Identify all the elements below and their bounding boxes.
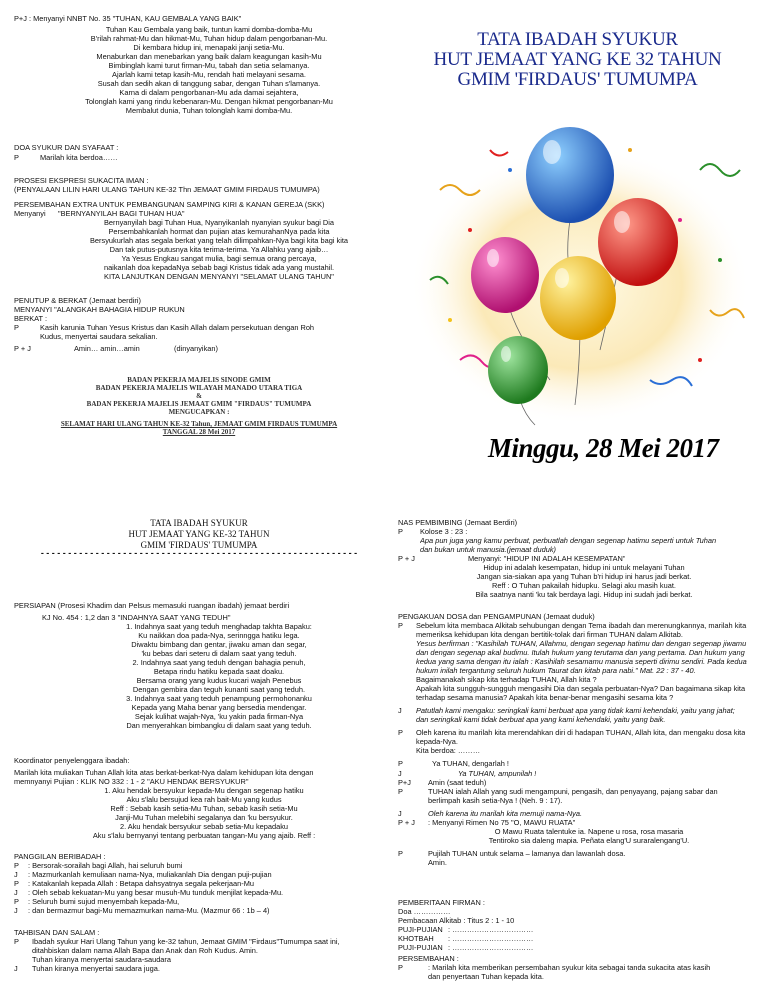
- balloon-pink: [471, 237, 539, 313]
- role-label: J: [14, 870, 18, 880]
- pengakuan-line: memeriksa kehidupan kita dengan bertitik-tolak dari firman TUHAN dalam Alkitab.: [416, 630, 683, 640]
- nas-ref: Kolose 3 : 23 :: [420, 527, 468, 537]
- role-label: P: [14, 323, 19, 333]
- role-label: P: [14, 897, 19, 907]
- pengakuan-line: dan dengan segenap akal budimu. Itulah hukum yang terutama dan yang pertama. Dan hukum yang: [416, 648, 745, 658]
- menyanyi-title: Menyanyi: "HIDUP INI ADALAH KESEMPATAN": [468, 554, 626, 564]
- tahbisan-line: ditahbiskan dalam nama Allah Bapa dan Anak dan Roh Kudus. Amin.: [32, 946, 258, 956]
- hymn-header: P+J : Menyanyi NNBT No. 35 "TUHAN, KAU GEMBALA YANG BAIK": [14, 14, 242, 23]
- klik-verse-line: 1. Aku hendak bersyukur kepada-Mu dengan segenap hatiku: [104, 786, 304, 796]
- pemb-label: PUJI-PUJIAN: [398, 943, 443, 953]
- pengakuan-line: terhadap sesama manusia? Apakah kita benar-benar mengasihi sesama kita ?: [416, 693, 674, 703]
- persembahan-extra-section: [14, 200, 384, 281]
- pemberitaan-section: [398, 898, 758, 981]
- klik-verse-line: 2. Aku hendak bersyukur sebab setia-Mu kepadaku: [119, 822, 289, 832]
- amin-text: Amin… amin…amin: [74, 344, 140, 354]
- pemb-value: : ……………………………: [448, 925, 534, 935]
- role-label: P+J: [398, 777, 411, 787]
- balloons-illustration: [400, 110, 760, 430]
- kj-verses: [14, 622, 384, 730]
- p-line: Amin.: [428, 857, 447, 867]
- persembahan-heading: PERSEMBAHAN EXTRA UNTUK PEMBANGUNAN SAMPING KIRI & KANAN GEREJA (SKK): [14, 200, 325, 209]
- song-line: KITA LANJUTKAN DENGAN MENYANYI "SELAMAT ULANG TAHUN": [104, 272, 334, 282]
- penutup-section: [14, 296, 384, 353]
- p-line: berlimpah kasih setia-Nya ! (Neh. 9 : 17).: [428, 795, 563, 805]
- kj-verse-line: Dan menyerahkan bimbangku di dalam saat yang teduh.: [126, 721, 312, 731]
- role-label: P: [398, 759, 403, 769]
- song-line: Bernyanyilah bagi Tuhan Hua, Nyanyikanlah nyanyian syukur bagi Dia: [103, 218, 335, 228]
- panggilan-text: : dan bermazmur bagi-Mu memazmurkan nama-Mu. (Mazmur 66 : 1b – 4): [28, 906, 270, 916]
- role-label: P: [14, 937, 19, 947]
- mawu-lines: [398, 827, 760, 845]
- role-label: J: [398, 706, 402, 716]
- prosesi-sub: (PENYALAAN LILIN HARI ULANG TAHUN KE-32 Thn JEMAAT GMIM FIRDAUS TUMUMPA): [14, 185, 320, 195]
- hidup-lines: [398, 563, 758, 599]
- kj-verse-line: 1. Indahnya saat yang teduh menghadap takhta Bapaku:: [126, 622, 312, 632]
- role-label: J: [398, 808, 402, 818]
- cover-title-line: GMIM 'FIRDAUS' TUMUMPA: [457, 69, 698, 90]
- p-line: Ya TUHAN, dengarlah !: [432, 759, 509, 769]
- tahbisan-section: [14, 928, 384, 973]
- badan-line: &: [196, 392, 202, 401]
- pengakuan-heading: PENGAKUAN DOSA dan PENGAMPUNAN (Jemaat duduk): [398, 612, 595, 621]
- pj-line: Amin (saat teduh): [428, 777, 487, 787]
- hidup-line: Bila saatnya nanti 'ku tak berdaya lagi. Hidup ini sudah jadi berkat.: [475, 590, 693, 600]
- badan-line: BADAN PEKERJA MAJELIS WILAYAH MANADO UTARA TIGA: [95, 384, 303, 393]
- klik-verse-line: Aku s'lalu bersujud kea rah bait-Mu yang kudus: [126, 795, 282, 805]
- nas-heading: NAS PEMBIMBING (Jemaat Berdiri): [398, 518, 518, 527]
- hidup-line: Jangan sia-siakan apa yang Tuhan b'ri hidup ini harus jadi berkat.: [476, 572, 692, 582]
- hymn-line: Ajarlah kami tetap kasih-Mu, rendah hati melayani sesama.: [112, 70, 306, 80]
- kj-verse-line: Betapa rindu hatiku kepada saat doaku.: [153, 667, 285, 677]
- role-label: P + J: [398, 817, 415, 827]
- hymn-line: Tolonglah kami yang rindu kebenaran-Mu. Dengan hikmat pengorbanan-Mu: [85, 97, 333, 107]
- balloon-green: [488, 336, 548, 404]
- doa-heading: DOA SYUKUR DAN SYAFAAT :: [14, 143, 119, 152]
- berkat-label: BERKAT :: [14, 314, 47, 324]
- menyanyi-title: "BERNYANYILAH BAGI TUHAN HUA": [58, 209, 185, 219]
- persembahan-line: dan penyertaan Tuhan kepada kita.: [428, 972, 544, 982]
- panggilan-text: : Seluruh bumi sujud menyembah kepada-Mu,: [28, 897, 180, 907]
- panggilan-text: : Bersorak-sorailah bagi Allah, hai seluruh bumi: [28, 861, 183, 871]
- hymn-line: Susah dan sedih akan di tanggung sabar, dengan Tuhan s'lamanya.: [97, 79, 321, 89]
- hymn-line: Tuhan Kau Gembala yang baik, tuntun kami domba-domba-Mu: [105, 25, 313, 35]
- cover-date: Minggu, 28 Mei 2017: [488, 433, 719, 463]
- marilah-line: Marilah kita muliakan Tuhan Allah kita atas berkat-berkat-Nya dalam kehidupan kita dengan: [14, 768, 314, 778]
- pemb-value: : ……………………………: [448, 934, 534, 944]
- j-line: Ya TUHAN, ampunilah !: [458, 768, 537, 778]
- pengakuan-line: Apakah kita sungguh-sungguh mengasihi Dia dan segala perbuatan-Nya? Dan bagaimana sikap kita: [416, 684, 746, 694]
- role-label: P: [398, 963, 403, 973]
- kj-verse-line: Sejak kulihat wajah-Nya, 'ku yakin pada firman-Nya: [134, 712, 304, 722]
- nas-section: [398, 518, 758, 599]
- kj-verse-line: Bersama orang yang kudus kucari wajah Penebus: [136, 676, 302, 686]
- role-label: P + J: [398, 554, 415, 564]
- cover-title-line: TATA IBADAH SYUKUR: [477, 30, 678, 50]
- p-line: Kita berdoa: ………: [416, 746, 481, 756]
- pengakuan-line: kedua yang sama dengan itu ialah : Kasihilah sesamamu manusia seperti dirimu sendiri. Pada kedua: [416, 657, 747, 667]
- menyanyi-label: Menyanyi: [14, 209, 46, 219]
- role-label: P + J: [14, 344, 31, 354]
- penutup-menyanyi: MENYANYI "ALANGKAH BAHAGIA HIDUP RUKUN: [14, 305, 185, 315]
- amin-note: (dinyanyikan): [174, 344, 218, 354]
- role-label: P: [398, 728, 403, 738]
- p-line: Pujilah TUHAN untuk selama – lamanya dan lawanlah dosa.: [428, 848, 626, 858]
- selamat-line: SELAMAT HARI ULANG TAHUN KE-32 Tahun, JEMAAT GMIM FIRDAUS TUMUMPA: [60, 420, 338, 429]
- dash-divider: - - - - - - - - - - - - - - - - - - - - - - - - - - - - - - - - - - - - - - - - - - - - - - - - - - - - - - - - - -: [40, 548, 358, 559]
- role-label: J: [14, 906, 18, 916]
- badan-pekerja-block: [24, 376, 374, 436]
- hymn-verses: [14, 25, 374, 115]
- role-label: P: [14, 861, 19, 871]
- balloon-blue: [526, 127, 614, 223]
- cover-title-line: HUT JEMAAT YANG KE 32 TAHUN: [433, 49, 722, 70]
- pemb-label: Doa ……………: [398, 907, 451, 917]
- tahbisan-line: Ibadah syukur Hari Ulang Tahun yang ke-32 tahun, Jemaat GMIM "Firdaus"Tumumpa saat ini,: [32, 937, 340, 947]
- pengakuan-line: hukum inilah tergantung seluruh hukum Taurat dan kitab para nabi." Mat. 22 : 37 - 40.: [416, 666, 696, 676]
- mawu-line: Tentiroko sia daleng mapia. Peñata elang'U suraralengang'U.: [488, 835, 690, 845]
- kj-verse-line: 3. Indahnya saat yang teduh penampung permohonanku: [126, 694, 312, 704]
- hymn-line: Membalut dunia, Tuhan tolonglah kami domba-Mu.: [125, 106, 293, 116]
- badan-line: BADAN PEKERJA MAJELIS JEMAAT GMIM "FIRDAUS" TUMUMPA: [86, 400, 312, 409]
- song-line: Dan tak putus-putusnya kita terima-terima. Ya Allahku yang ajaib…: [109, 245, 329, 255]
- hymn-line: Menaburkan dan menebarkan yang baik dalam keagungan kasih-Mu: [96, 52, 322, 62]
- role-label: P: [398, 848, 403, 858]
- pemb-label: PUJI-PUJIAN: [398, 925, 443, 935]
- inner-title: [14, 518, 384, 559]
- persembahan-line: : Marilah kita memberikan persembahan syukur kita sebagai tanda sukacita atas kasih: [428, 963, 711, 973]
- inner-title-line: GMIM 'FIRDAUS' TUMUMPA: [140, 539, 258, 550]
- doa-text: Marilah kita berdoa……: [40, 153, 118, 163]
- badan-line: MENGUCAPKAN :: [168, 408, 230, 417]
- kj-line: KJ No. 454 : 1,2 dan 3 "INDAHNYA SAAT YANG TEDUH": [42, 613, 231, 623]
- panggilan-heading: PANGGILAN BERIBADAH :: [14, 852, 106, 861]
- pengakuan-line: Yesus berfirman : "Kasihilah TUHAN, Allahmu, dengan segenap hatimu dan dengan segenap jiwamu: [416, 639, 747, 649]
- kj-verse-line: Diwaktu bimbang dan gentar, jiwaku aman dan segar,: [131, 640, 307, 650]
- nas-text: dan bukan untuk manusia.(jemaat duduk): [420, 545, 556, 555]
- j-line: Oleh karena itu marilah kita memuji nama-Nya.: [428, 808, 583, 818]
- tahbisan-heading: TAHBISAN DAN SALAM :: [14, 928, 100, 937]
- role-label: P: [398, 786, 403, 796]
- prosesi-section: [14, 176, 384, 194]
- song-lines: [14, 218, 384, 281]
- role-label: J: [398, 768, 402, 778]
- persiapan-line: PERSIAPAN (Prosesi Khadim dan Pelsus memasuki ruangan ibadah) jemaat berdiri: [14, 601, 290, 610]
- hidup-line: Hidup ini adalah kesempatan, hidup ini untuk melayani Tuhan: [483, 563, 685, 573]
- p-line: kepada-Nya.: [416, 737, 458, 747]
- pengakuan-section: [398, 612, 760, 867]
- j-response-line: Patutlah kami mengaku: seringkali kami berbuat apa yang tidak kami kehendaki, yaitu yang jahat;: [416, 706, 735, 716]
- song-line: Persembahkanlah hormat dan pujian atas kemurahanNya pada kita: [108, 227, 330, 237]
- role-label: P: [398, 527, 403, 537]
- panggilan-text: : Oleh sebab kekuatan-Mu yang besar musuh-Mu tunduk menjilat kepada-Mu.: [28, 888, 284, 898]
- klik-verse-line: Aku s'lalu bernyanyi tentang perbuatan tangan-Mu yang ajaib. Reff :: [92, 831, 316, 841]
- hidup-line: Reff : O Tuhan pakailah hidupku. Selagi aku masih kuat.: [492, 581, 676, 591]
- inner-title-line: HUT JEMAAT YANG KE-32 TAHUN: [128, 528, 270, 539]
- klik-verse-line: Janji-Mu Tuhan melebihi segalanya dan 'ku bersyukur.: [115, 813, 293, 823]
- hymn-line: Di kembara hidup ini, menapaki janji setia-Mu.: [133, 43, 285, 53]
- klik-verses: [14, 786, 384, 840]
- j-response-line: dan seringkali kami tidak berbuat apa yang kami kehendaki, yaitu yang baik.: [416, 715, 666, 725]
- berkat-text: Kudus, menyertai saudara sekalian.: [40, 332, 158, 342]
- kj-verse-line: 2. Indahnya saat yang teduh dengan bahagia penuh,: [132, 658, 306, 668]
- mawu-line: O Mawu Ruata talentuke ia. Napene u rosa, rosa masaria: [494, 826, 684, 836]
- role-label: P: [14, 153, 19, 163]
- hymn-nnbt-35: [14, 14, 374, 115]
- balloon-yellow: [540, 256, 616, 340]
- klik-verse-line: Reff : Sebab kasih setia-Mu Tuhan, sebab kasih setia-Mu: [110, 804, 298, 814]
- song-line: Bersyukurlah atas segala berkat yang telah dilimpahkan-Nya bagi kita bagi kita: [90, 236, 348, 246]
- cover-title: [400, 30, 755, 90]
- hymn-line: Karna di dalam pengorbanan-Mu ada damai sejahtera,: [119, 88, 299, 98]
- kj-verse-line: Ku naikkan doa pada-Nya, serinngga hatiku lega.: [138, 631, 300, 641]
- tahbisan-line: Tuhan kiranya menyertai saudara-saudara: [32, 955, 171, 965]
- nas-text: Apa pun juga yang kamu perbuat, perbuatlah dengan segenap hatimu seperti untuk Tuhan: [420, 536, 717, 546]
- panggilan-section: [14, 852, 384, 915]
- role-label: J: [14, 888, 18, 898]
- pemb-label: KHOTBAH: [398, 934, 434, 944]
- p-line: TUHAN ialah Allah yang sudi mengampuni, pengasih, dan penyayang, pajang sabar dan: [428, 786, 718, 796]
- tanggal-line: TANGGAL 28 Mei 2017: [162, 428, 236, 437]
- song-line: naikanlah doa kepadaNya sebab bagi Kristus tidak ada yang mustahil.: [103, 263, 335, 273]
- pemb-label: Pembacaan Alkitab : Titus 2 : 1 - 10: [398, 916, 515, 926]
- tahbisan-j-text: Tuhan kiranya menyertai saudara juga.: [32, 964, 160, 974]
- hymn-line: Bimbinglah kami turut firman-Mu, tabah dan setia selamanya.: [108, 61, 310, 71]
- persembahan-heading: PERSEMBAHAN :: [398, 954, 459, 964]
- prosesi-heading: PROSESI EKSPRESI SUKACITA IMAN :: [14, 176, 149, 185]
- panggilan-text: : Katakanlah kepada Allah : Betapa dahsyatnya segala pekerjaan-Mu: [28, 879, 254, 889]
- marilah-line: memnyanyi Pujian : KLIK NO 332 : 1 - 2 "AKU HENDAK BERSYUKUR": [14, 777, 249, 787]
- koordinator-line: Koordinator penyelenggara ibadah:: [14, 756, 130, 765]
- pemberitaan-heading: PEMBERITAAN FIRMAN :: [398, 898, 485, 907]
- kj-verse-line: Kepada yang Maha benar yang bersedia mendengar.: [131, 703, 307, 713]
- hymn-line: B'rilah rahmat-Mu dan hikmat-Mu, Tuhan hidup dalam pengorbanan-Mu.: [90, 34, 328, 44]
- p-line: Oleh karena itu marilah kita merendahkan diri di hadapan TUHAN, Allah kita, dan mengaku dosa kita: [416, 728, 746, 738]
- song-line: Ya Yesus Engkau sangat mulia, bagi semua orang percaya,: [121, 254, 317, 264]
- role-label: P: [398, 621, 403, 631]
- badan-line: BADAN PEKERJA MAJELIS SINODE GMIM: [127, 376, 271, 384]
- doa-syukur-section: [14, 143, 374, 162]
- koordinator-section: [14, 756, 384, 840]
- role-label: P: [14, 879, 19, 889]
- balloon-red: [598, 198, 678, 286]
- panggilan-text: : Mazmurkanlah kemuliaan nama-Nya, muliakanlah Dia dengan puji-pujian: [28, 870, 272, 880]
- pj-line: : Menyanyi Rimen No 75 "O, MAWU RUATA": [428, 817, 576, 827]
- penutup-heading: PENUTUP & BERKAT (Jemaat berdiri): [14, 296, 141, 305]
- role-label: J: [14, 964, 18, 974]
- pemb-value: : ……………………………: [448, 943, 534, 953]
- persiapan-section: [14, 601, 384, 730]
- kj-verse-line: Dengan gembira dan teguh kunanti saat yang teduh.: [132, 685, 306, 695]
- pengakuan-line: Sebelum kita membaca Alkitab sehubungan dengan Tema ibadah dan merenungkannya, marilah kita: [416, 621, 747, 631]
- pengakuan-line: Bagaimanakah sikap kita terhadap TUHAN, Allah kita ?: [416, 675, 597, 685]
- berkat-text: Kasih karunia Tuhan Yesus Kristus dan Kasih Allah dalam persekutuan dengan Roh: [40, 323, 315, 333]
- inner-title-line: TATA IBADAH SYUKUR: [150, 518, 248, 528]
- kj-verse-line: 'ku bebas dari seteru di dalam saat yang teduh.: [141, 649, 297, 659]
